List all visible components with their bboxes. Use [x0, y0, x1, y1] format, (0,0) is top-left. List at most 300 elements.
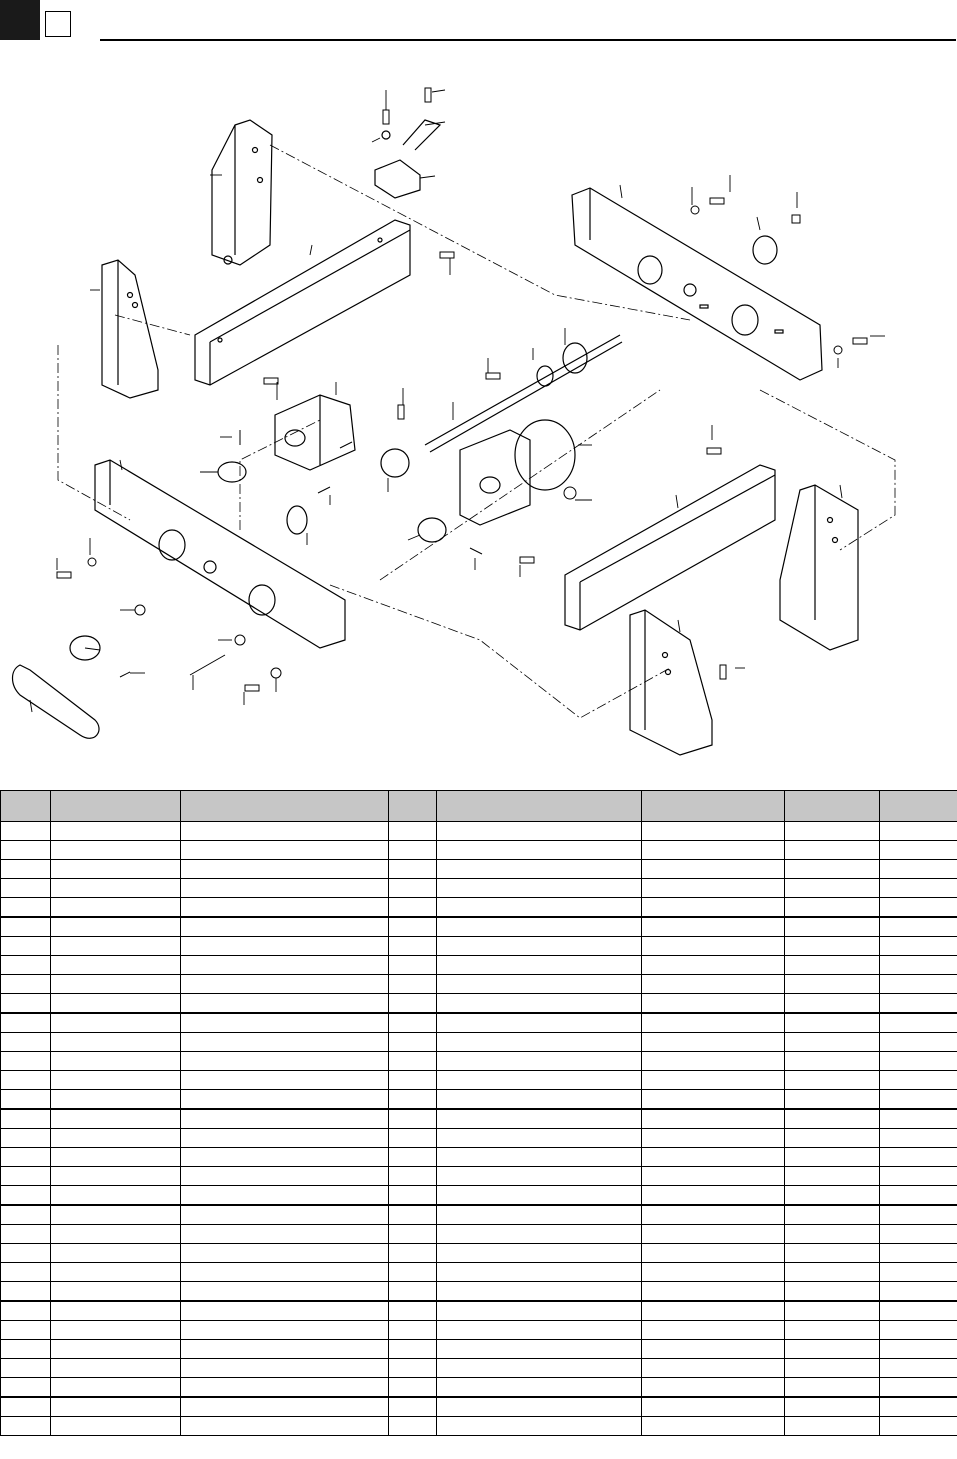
table-cell [51, 1071, 181, 1090]
table-cell [181, 1359, 389, 1378]
table-cell [437, 1071, 642, 1090]
table-cell [51, 1013, 181, 1033]
table-cell [51, 1052, 181, 1071]
table-cell [51, 1397, 181, 1417]
table-cell [437, 1359, 642, 1378]
table-cell [880, 1186, 957, 1206]
table-cell [642, 1301, 785, 1321]
table-cell [1, 1225, 51, 1244]
table-cell [51, 822, 181, 841]
table-row [1, 1148, 957, 1167]
table-cell [51, 994, 181, 1014]
table-row [1, 1397, 957, 1417]
table-cell [1, 1301, 51, 1321]
table-cell [51, 1225, 181, 1244]
table-cell [1, 1378, 51, 1398]
table-cell [642, 841, 785, 860]
table-cell [389, 860, 437, 879]
table-cell [785, 1244, 880, 1263]
table-cell [181, 1301, 389, 1321]
table-cell [880, 898, 957, 918]
table-cell [642, 975, 785, 994]
table-cell [785, 1397, 880, 1417]
table-cell [181, 956, 389, 975]
table-cell [642, 1417, 785, 1436]
table-cell [51, 1340, 181, 1359]
table-header-cell [1, 791, 51, 822]
section-tab-marker [0, 0, 40, 40]
table-cell [389, 1244, 437, 1263]
table-cell [1, 879, 51, 898]
table-cell [1, 1417, 51, 1436]
table-cell [437, 917, 642, 937]
table-cell [880, 956, 957, 975]
table-cell [389, 1359, 437, 1378]
table-cell [181, 1033, 389, 1052]
table-cell [1, 917, 51, 937]
section-number-box [45, 11, 71, 37]
table-row [1, 937, 957, 956]
table-cell [437, 1033, 642, 1052]
table-cell [437, 1244, 642, 1263]
table-cell [1, 1052, 51, 1071]
table-cell [389, 898, 437, 918]
table-cell [880, 1301, 957, 1321]
table-cell [642, 1340, 785, 1359]
pulleys [70, 236, 777, 660]
table-cell [785, 1263, 880, 1282]
table-cell [51, 1417, 181, 1436]
table-row [1, 860, 957, 879]
table-header-cell [642, 791, 785, 822]
leader-lines [30, 90, 885, 712]
upright-bracket-bottom-right [630, 610, 712, 755]
table-row [1, 1263, 957, 1282]
table-cell [389, 1205, 437, 1225]
table-cell [1, 1071, 51, 1090]
upright-bracket-mid-left [102, 260, 158, 398]
parts-list-table [0, 790, 957, 1436]
table-cell [880, 1244, 957, 1263]
table-cell [437, 1129, 642, 1148]
table-cell [1, 1263, 51, 1282]
table-cell [785, 975, 880, 994]
table-cell [642, 917, 785, 937]
table-cell [437, 1397, 642, 1417]
table-cell [437, 822, 642, 841]
table-cell [880, 1071, 957, 1090]
table-cell [437, 1321, 642, 1340]
table-row [1, 841, 957, 860]
table-cell [437, 1109, 642, 1129]
table-cell [642, 1167, 785, 1186]
table-cell [785, 1167, 880, 1186]
table-cell [51, 937, 181, 956]
table-cell [880, 1148, 957, 1167]
table-cell [389, 1167, 437, 1186]
table-row [1, 1301, 957, 1321]
table-cell [437, 937, 642, 956]
table-cell [642, 1321, 785, 1340]
table-cell [51, 1167, 181, 1186]
table-cell [181, 898, 389, 918]
table-cell [437, 1340, 642, 1359]
table-cell [880, 1129, 957, 1148]
table-row [1, 1378, 957, 1398]
upright-bracket-right [780, 485, 858, 650]
table-cell [642, 1033, 785, 1052]
table-cell [785, 1378, 880, 1398]
table-cell [785, 1013, 880, 1033]
table-cell [437, 1282, 642, 1302]
table-cell [51, 1186, 181, 1206]
table-cell [181, 860, 389, 879]
bottom-rail-right [565, 465, 775, 630]
upright-bracket-top-left [212, 120, 272, 265]
table-cell [437, 1205, 642, 1225]
table-cell [389, 956, 437, 975]
table-cell [642, 1109, 785, 1129]
table-cell [880, 1378, 957, 1398]
table-cell [437, 1301, 642, 1321]
table-cell [1, 956, 51, 975]
table-header-cell [437, 791, 642, 822]
table-row [1, 975, 957, 994]
table-cell [51, 1205, 181, 1225]
table-row [1, 1205, 957, 1225]
table-cell [1, 994, 51, 1014]
table-cell [785, 1071, 880, 1090]
table-cell [1, 975, 51, 994]
table-cell [181, 1397, 389, 1417]
table-cell [785, 898, 880, 918]
table-cell [51, 956, 181, 975]
table-cell [1, 1148, 51, 1167]
table-cell [880, 1359, 957, 1378]
table-cell [880, 1109, 957, 1129]
table-cell [181, 1244, 389, 1263]
table-cell [51, 1263, 181, 1282]
table-cell [181, 1340, 389, 1359]
table-cell [389, 975, 437, 994]
table-row [1, 822, 957, 841]
table-cell [642, 956, 785, 975]
table-cell [880, 975, 957, 994]
table-row [1, 1071, 957, 1090]
table-cell [880, 1397, 957, 1417]
table-cell [51, 1109, 181, 1129]
table-cell [880, 822, 957, 841]
table-cell [437, 1148, 642, 1167]
table-cell [389, 1129, 437, 1148]
table-cell [785, 1340, 880, 1359]
table-cell [642, 1186, 785, 1206]
table-cell [51, 1378, 181, 1398]
table-cell [181, 1013, 389, 1033]
table-header-row [1, 791, 957, 822]
table-cell [642, 1397, 785, 1417]
table-cell [51, 975, 181, 994]
table-cell [389, 994, 437, 1014]
table-cell [389, 1148, 437, 1167]
table-cell [785, 1417, 880, 1436]
table-cell [389, 1052, 437, 1071]
table-row [1, 1052, 957, 1071]
table-cell [785, 1186, 880, 1206]
table-cell [880, 841, 957, 860]
table-cell [389, 822, 437, 841]
header-rule [100, 39, 956, 41]
table-cell [437, 1090, 642, 1110]
table-cell [389, 937, 437, 956]
table-cell [51, 1090, 181, 1110]
table-cell [51, 841, 181, 860]
table-cell [1, 1167, 51, 1186]
table-header-cell [51, 791, 181, 822]
table-cell [880, 860, 957, 879]
table-cell [181, 1205, 389, 1225]
table-header-cell [785, 791, 880, 822]
table-cell [1, 1359, 51, 1378]
table-cell [181, 841, 389, 860]
table-cell [389, 1340, 437, 1359]
table-cell [1, 1090, 51, 1110]
table-cell [437, 1378, 642, 1398]
table-cell [642, 994, 785, 1014]
table-cell [181, 1282, 389, 1302]
table-cell [642, 1090, 785, 1110]
table-cell [389, 841, 437, 860]
side-plate-top-right [572, 188, 822, 380]
table-cell [880, 994, 957, 1014]
table-row [1, 1359, 957, 1378]
table-cell [181, 1263, 389, 1282]
table-cell [181, 822, 389, 841]
table-cell [1, 937, 51, 956]
table-row [1, 1417, 957, 1436]
table-cell [785, 1225, 880, 1244]
table-cell [880, 1340, 957, 1359]
table-row [1, 917, 957, 937]
table-cell [642, 1378, 785, 1398]
table-cell [880, 917, 957, 937]
table-cell [51, 1282, 181, 1302]
table-cell [785, 841, 880, 860]
table-cell [181, 1225, 389, 1244]
table-cell [437, 841, 642, 860]
table-cell [1, 1109, 51, 1129]
table-cell [1, 1186, 51, 1206]
table-cell [1, 898, 51, 918]
table-cell [785, 1052, 880, 1071]
assembly-center-lines [58, 145, 895, 718]
top-rail [195, 220, 410, 385]
table-header-cell [181, 791, 389, 822]
table-cell [880, 1052, 957, 1071]
table-cell [51, 1321, 181, 1340]
table-cell [880, 1321, 957, 1340]
table-row [1, 1225, 957, 1244]
table-row [1, 994, 957, 1014]
table-cell [181, 994, 389, 1014]
table-cell [389, 879, 437, 898]
table-cell [642, 1244, 785, 1263]
table-cell [389, 1013, 437, 1033]
table-cell [437, 1417, 642, 1436]
table-cell [1, 1340, 51, 1359]
servo-motor [275, 395, 355, 470]
table-cell [389, 1090, 437, 1110]
table-cell [51, 917, 181, 937]
table-cell [785, 1129, 880, 1148]
table-cell [389, 1301, 437, 1321]
table-cell [785, 860, 880, 879]
table-row [1, 1282, 957, 1302]
table-cell [1, 1013, 51, 1033]
lead-screw [425, 335, 622, 452]
table-cell [1, 1321, 51, 1340]
table-cell [181, 1321, 389, 1340]
geared-motor [460, 420, 575, 525]
side-plate-bottom-left [95, 460, 345, 648]
table-cell [642, 822, 785, 841]
table-cell [785, 1109, 880, 1129]
table-row [1, 1244, 957, 1263]
table-cell [785, 879, 880, 898]
table-header-cell [880, 791, 957, 822]
table-cell [642, 898, 785, 918]
table-cell [785, 1359, 880, 1378]
table-row [1, 898, 957, 918]
table-cell [389, 1417, 437, 1436]
table-cell [880, 937, 957, 956]
table-cell [437, 860, 642, 879]
table-row [1, 1033, 957, 1052]
table-cell [181, 1378, 389, 1398]
table-cell [389, 1378, 437, 1398]
table-cell [437, 879, 642, 898]
table-cell [642, 1225, 785, 1244]
table-cell [437, 1186, 642, 1206]
table-row [1, 1167, 957, 1186]
table-cell [181, 879, 389, 898]
table-cell [785, 1205, 880, 1225]
table-cell [437, 898, 642, 918]
table-cell [437, 975, 642, 994]
table-cell [181, 1148, 389, 1167]
table-cell [181, 975, 389, 994]
table-cell [1, 841, 51, 860]
table-cell [880, 1282, 957, 1302]
table-cell [437, 956, 642, 975]
table-cell [181, 1417, 389, 1436]
table-cell [1, 1205, 51, 1225]
table-header-cell [389, 791, 437, 822]
table-cell [642, 1263, 785, 1282]
table-cell [880, 1263, 957, 1282]
table-row [1, 956, 957, 975]
washers [88, 206, 842, 678]
table-cell [642, 1205, 785, 1225]
table-cell [785, 956, 880, 975]
table-cell [785, 917, 880, 937]
table-cell [51, 860, 181, 879]
table-row [1, 879, 957, 898]
fasteners [57, 88, 867, 691]
table-cell [51, 1244, 181, 1263]
table-cell [181, 1052, 389, 1071]
table-cell [642, 1052, 785, 1071]
table-cell [51, 1033, 181, 1052]
table-cell [1, 822, 51, 841]
table-row [1, 1186, 957, 1206]
table-row [1, 1109, 957, 1129]
table-cell [389, 1282, 437, 1302]
table-cell [51, 1359, 181, 1378]
table-cell [880, 1033, 957, 1052]
exploded-parts-diagram [0, 80, 957, 760]
table-cell [389, 1033, 437, 1052]
table-cell [389, 1263, 437, 1282]
table-cell [1, 1033, 51, 1052]
table-cell [51, 898, 181, 918]
table-cell [51, 1129, 181, 1148]
table-cell [389, 1109, 437, 1129]
table-cell [181, 1090, 389, 1110]
table-cell [642, 1129, 785, 1148]
table-cell [389, 1225, 437, 1244]
table-row [1, 1129, 957, 1148]
table-cell [389, 1321, 437, 1340]
table-cell [181, 1129, 389, 1148]
table-cell [785, 937, 880, 956]
table-cell [181, 937, 389, 956]
table-cell [880, 1225, 957, 1244]
table-cell [642, 1013, 785, 1033]
table-cell [389, 1071, 437, 1090]
table-cell [181, 1186, 389, 1206]
table-row [1, 1321, 957, 1340]
table-cell [880, 1417, 957, 1436]
table-cell [1, 1282, 51, 1302]
table-row [1, 1090, 957, 1110]
sensor-bracket [375, 120, 440, 198]
table-cell [785, 1282, 880, 1302]
table-cell [389, 1186, 437, 1206]
table-cell [642, 1071, 785, 1090]
table-cell [785, 1301, 880, 1321]
table-row [1, 1340, 957, 1359]
table-cell [51, 1148, 181, 1167]
table-cell [1, 1129, 51, 1148]
table-cell [437, 1225, 642, 1244]
table-cell [880, 1205, 957, 1225]
table-cell [437, 1263, 642, 1282]
table-cell [437, 994, 642, 1014]
table-cell [642, 860, 785, 879]
table-cell [181, 1109, 389, 1129]
table-cell [880, 1090, 957, 1110]
table-cell [437, 1052, 642, 1071]
table-row [1, 1013, 957, 1033]
timing-belt [13, 665, 100, 738]
table-cell [1, 1244, 51, 1263]
table-cell [785, 1090, 880, 1110]
table-cell [642, 1282, 785, 1302]
table-cell [437, 1167, 642, 1186]
table-cell [181, 917, 389, 937]
table-cell [785, 1033, 880, 1052]
